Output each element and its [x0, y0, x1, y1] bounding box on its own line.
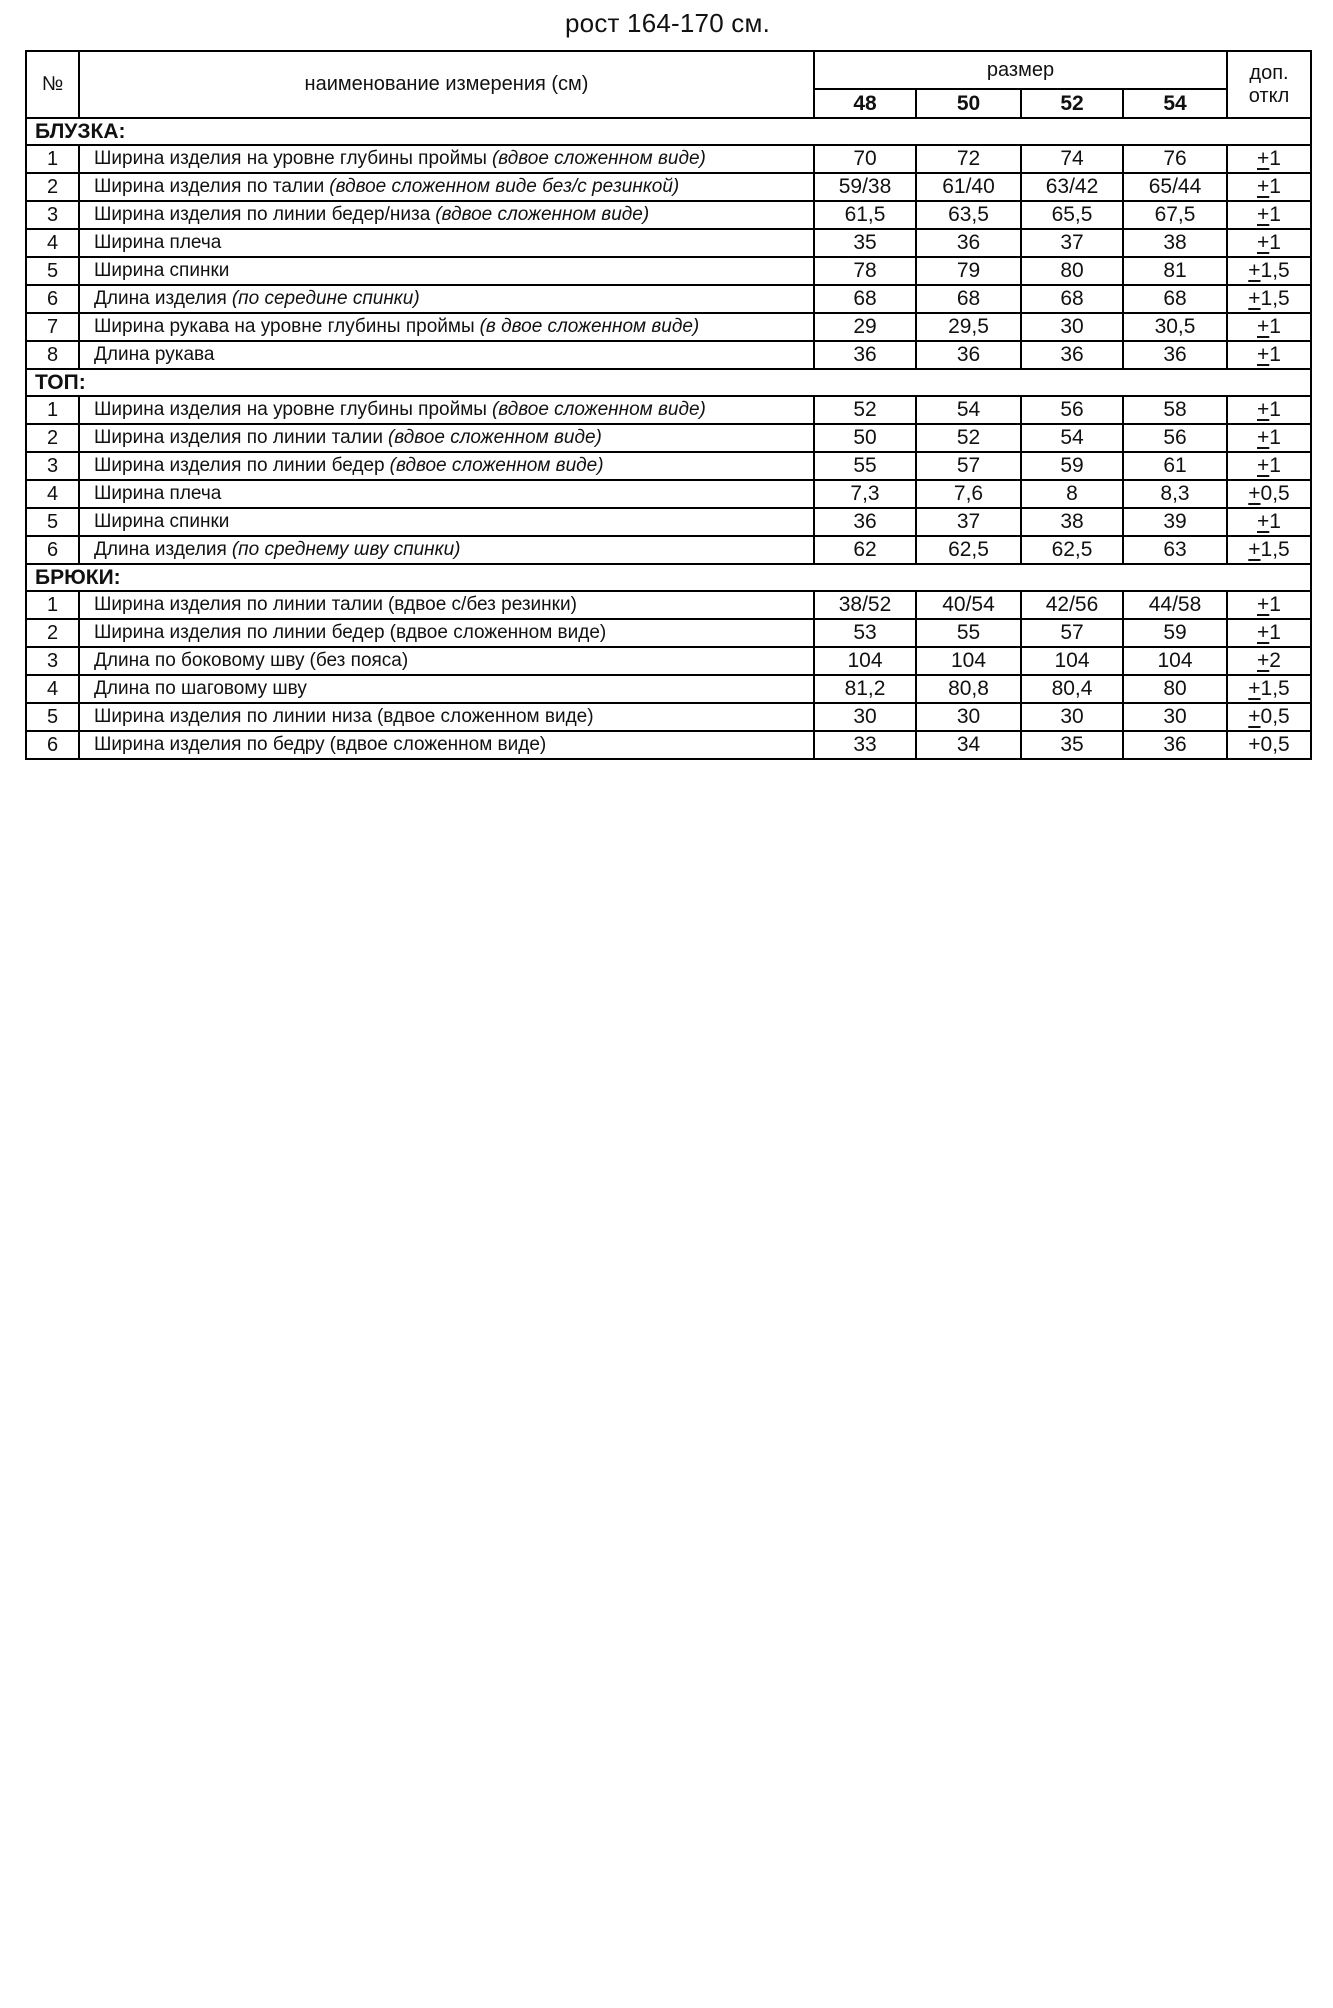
measurement-row	[26, 452, 1311, 480]
size-value-cell: 54	[916, 396, 1021, 424]
section-title: БЛУЗКА:	[26, 118, 1311, 145]
measurement-name: Длина изделия	[94, 539, 227, 560]
tolerance-value: 1	[1269, 147, 1281, 170]
tolerance-cell	[1227, 731, 1311, 759]
measurement-name: Ширина изделия по линии низа	[94, 706, 372, 727]
tolerance-sign: +	[1248, 482, 1261, 505]
tolerance-cell	[1227, 424, 1311, 452]
measurement-name-cell	[79, 285, 814, 313]
tolerance-sign: +	[1257, 398, 1270, 421]
tolerance-value: 1	[1269, 203, 1281, 226]
tolerance-cell	[1227, 508, 1311, 536]
row-number: 8	[26, 341, 79, 369]
measurement-name: Ширина изделия по линии бедер	[94, 455, 385, 476]
size-value-cell: 7,6	[916, 480, 1021, 508]
tolerance-sign: +	[1248, 677, 1261, 700]
tolerance-value: 0,5	[1260, 705, 1290, 728]
tolerance-sign: +	[1248, 538, 1261, 561]
size-table	[25, 50, 1312, 760]
measurement-name: Ширина изделия по линии талии	[94, 594, 383, 615]
section-header-row	[26, 118, 1311, 145]
measurement-name-cell	[79, 508, 814, 536]
size-value-cell: 53	[814, 619, 916, 647]
row-number: 1	[26, 591, 79, 619]
measurement-row	[26, 619, 1311, 647]
tolerance-cell	[1227, 703, 1311, 731]
size-value-cell: 30	[1021, 703, 1123, 731]
size-value-cell: 38	[1123, 229, 1227, 257]
size-value-cell: 78	[814, 257, 916, 285]
measurement-name-cell	[79, 313, 814, 341]
size-value-cell: 62,5	[916, 536, 1021, 564]
size-value-cell: 54	[1021, 424, 1123, 452]
measurement-row	[26, 285, 1311, 313]
measurement-note: (вдвое с/без резинки)	[387, 594, 577, 615]
size-value-cell: 58	[1123, 396, 1227, 424]
measurement-row	[26, 480, 1311, 508]
size-value-cell: 52	[916, 424, 1021, 452]
measurement-name-cell	[79, 145, 814, 173]
row-number: 6	[26, 731, 79, 759]
size-value-cell: 7,3	[814, 480, 916, 508]
size-value-cell: 33	[814, 731, 916, 759]
page-title: рост 164-170 см.	[565, 8, 770, 38]
measurement-note: (вдвое сложенном виде)	[389, 455, 604, 476]
tolerance-sign: +	[1257, 203, 1270, 226]
tolerance-sign: +	[1257, 593, 1270, 616]
tolerance-sign: +	[1248, 733, 1261, 756]
size-value-cell: 30	[1123, 703, 1227, 731]
size-value-cell: 52	[814, 396, 916, 424]
size-value-cell: 29,5	[916, 313, 1021, 341]
measurement-note: (вдвое сложенном виде)	[376, 706, 594, 727]
size-value-cell: 80	[1021, 257, 1123, 285]
section-title: ТОП:	[26, 369, 1311, 396]
measurement-name-cell	[79, 396, 814, 424]
tolerance-sign: +	[1257, 231, 1270, 254]
size-value-cell: 36	[814, 508, 916, 536]
row-number: 5	[26, 703, 79, 731]
size-value-cell: 68	[1123, 285, 1227, 313]
table-body	[26, 118, 1311, 759]
measurement-name-cell	[79, 229, 814, 257]
section-title: БРЮКИ:	[26, 564, 1311, 591]
measurement-row	[26, 201, 1311, 229]
measurement-name: Ширина изделия по талии	[94, 176, 325, 197]
row-number: 6	[26, 536, 79, 564]
measurement-name: Ширина плеча	[94, 483, 222, 504]
size-value-cell: 81	[1123, 257, 1227, 285]
size-value-cell: 55	[916, 619, 1021, 647]
row-number: 1	[26, 145, 79, 173]
size-value-cell: 30	[916, 703, 1021, 731]
measurement-name: Длина по боковому шву	[94, 650, 305, 671]
measurement-row	[26, 591, 1311, 619]
tolerance-cell	[1227, 229, 1311, 257]
header-tolerance-line1: доп.	[1249, 61, 1289, 84]
tolerance-cell	[1227, 313, 1311, 341]
measurement-row	[26, 173, 1311, 201]
measurement-note: (по середине спинки)	[231, 288, 420, 309]
tolerance-sign: +	[1257, 454, 1270, 477]
measurement-name: Ширина плеча	[94, 232, 222, 253]
size-value-cell: 36	[1123, 341, 1227, 369]
row-number: 2	[26, 173, 79, 201]
measurement-name: Ширина изделия на уровне глубины проймы	[94, 399, 487, 420]
tolerance-value: 1,5	[1260, 287, 1290, 310]
size-value-cell: 30	[1021, 313, 1123, 341]
size-value-cell: 80	[1123, 675, 1227, 703]
header-number: №	[26, 51, 79, 118]
header-measurement-name: наименование измерения (см)	[79, 51, 814, 118]
measurement-row	[26, 675, 1311, 703]
size-value-cell: 63/42	[1021, 173, 1123, 201]
size-value-cell: 57	[1021, 619, 1123, 647]
size-value-cell: 104	[1123, 647, 1227, 675]
row-number: 5	[26, 257, 79, 285]
tolerance-sign: +	[1257, 175, 1270, 198]
size-value-cell: 37	[1021, 229, 1123, 257]
tolerance-value: 0,5	[1260, 733, 1290, 756]
tolerance-value: 1,5	[1260, 538, 1290, 561]
tolerance-sign: +	[1257, 510, 1270, 533]
tolerance-value: 1	[1269, 398, 1281, 421]
row-number: 3	[26, 201, 79, 229]
size-value-cell: 104	[814, 647, 916, 675]
size-value-cell: 68	[1021, 285, 1123, 313]
measurement-name-cell	[79, 341, 814, 369]
tolerance-cell	[1227, 452, 1311, 480]
tolerance-value: 1	[1269, 426, 1281, 449]
size-value-cell: 104	[916, 647, 1021, 675]
measurement-name-cell	[79, 480, 814, 508]
row-number: 4	[26, 675, 79, 703]
measurement-note: (по среднему шву спинки)	[231, 539, 461, 560]
size-value-cell: 30,5	[1123, 313, 1227, 341]
tolerance-sign: +	[1257, 343, 1270, 366]
measurement-name-cell	[79, 703, 814, 731]
row-number: 3	[26, 452, 79, 480]
size-value-cell: 42/56	[1021, 591, 1123, 619]
size-value-cell: 79	[916, 257, 1021, 285]
measurement-row	[26, 313, 1311, 341]
size-value-cell: 8	[1021, 480, 1123, 508]
measurement-name: Длина рукава	[94, 344, 215, 365]
measurement-note: (в двое сложенном виде)	[479, 316, 700, 337]
size-value-cell: 8,3	[1123, 480, 1227, 508]
measurement-note: (вдвое сложенном виде)	[389, 622, 607, 643]
size-value-cell: 36	[916, 229, 1021, 257]
measurement-name-cell	[79, 619, 814, 647]
size-value-cell: 62	[814, 536, 916, 564]
row-number: 6	[26, 285, 79, 313]
measurement-name: Длина изделия	[94, 288, 227, 309]
measurement-row	[26, 229, 1311, 257]
size-value-cell: 56	[1123, 424, 1227, 452]
row-number: 2	[26, 619, 79, 647]
size-value-cell: 29	[814, 313, 916, 341]
row-number: 4	[26, 229, 79, 257]
size-value-cell: 80,8	[916, 675, 1021, 703]
header-tolerance	[1227, 51, 1311, 118]
tolerance-sign: +	[1257, 426, 1270, 449]
tolerance-sign: +	[1248, 705, 1261, 728]
tolerance-cell	[1227, 675, 1311, 703]
tolerance-cell	[1227, 396, 1311, 424]
size-value-cell: 36	[814, 341, 916, 369]
measurement-note: (вдвое сложенном виде)	[491, 148, 706, 169]
measurement-note: (вдвое сложенном виде без/с резинкой)	[329, 176, 680, 197]
tolerance-value: 1	[1269, 510, 1281, 533]
measurement-name: Ширина спинки	[94, 511, 230, 532]
size-value-cell: 59/38	[814, 173, 916, 201]
size-value-cell: 37	[916, 508, 1021, 536]
header-size-48: 48	[814, 89, 916, 118]
size-value-cell: 104	[1021, 647, 1123, 675]
tolerance-cell	[1227, 341, 1311, 369]
size-value-cell: 61	[1123, 452, 1227, 480]
measurement-name: Ширина изделия по линии бедер/низа	[94, 204, 431, 225]
row-number: 3	[26, 647, 79, 675]
measurement-name-cell	[79, 257, 814, 285]
measurement-name-cell	[79, 173, 814, 201]
size-value-cell: 35	[1021, 731, 1123, 759]
measurement-row	[26, 341, 1311, 369]
size-value-cell: 70	[814, 145, 916, 173]
size-value-cell: 59	[1123, 619, 1227, 647]
measurement-row	[26, 424, 1311, 452]
measurement-name-cell	[79, 731, 814, 759]
size-value-cell: 76	[1123, 145, 1227, 173]
measurement-name: Ширина спинки	[94, 260, 230, 281]
tolerance-value: 1	[1269, 315, 1281, 338]
size-value-cell: 35	[814, 229, 916, 257]
size-value-cell: 81,2	[814, 675, 916, 703]
measurement-name: Длина по шаговому шву	[94, 678, 307, 699]
row-number: 1	[26, 396, 79, 424]
size-value-cell: 80,4	[1021, 675, 1123, 703]
row-number: 7	[26, 313, 79, 341]
header-size-50: 50	[916, 89, 1021, 118]
tolerance-value: 1	[1269, 593, 1281, 616]
size-value-cell: 57	[916, 452, 1021, 480]
tolerance-sign: +	[1257, 621, 1270, 644]
tolerance-cell	[1227, 536, 1311, 564]
size-value-cell: 62,5	[1021, 536, 1123, 564]
measurement-row	[26, 647, 1311, 675]
size-value-cell: 34	[916, 731, 1021, 759]
size-value-cell: 59	[1021, 452, 1123, 480]
size-value-cell: 36	[1123, 731, 1227, 759]
measurement-row	[26, 396, 1311, 424]
tolerance-sign: +	[1248, 259, 1261, 282]
size-value-cell: 44/58	[1123, 591, 1227, 619]
size-value-cell: 72	[916, 145, 1021, 173]
measurement-row	[26, 257, 1311, 285]
measurement-name-cell	[79, 675, 814, 703]
measurement-name: Ширина рукава на уровне глубины проймы	[94, 316, 475, 337]
row-number: 5	[26, 508, 79, 536]
header-size-group: размер	[814, 51, 1227, 89]
table-header	[26, 51, 1311, 118]
size-value-cell: 65/44	[1123, 173, 1227, 201]
tolerance-cell	[1227, 285, 1311, 313]
tolerance-value: 1	[1269, 454, 1281, 477]
tolerance-value: 0,5	[1260, 482, 1290, 505]
size-value-cell: 68	[814, 285, 916, 313]
tolerance-value: 1,5	[1260, 677, 1290, 700]
header-size-52: 52	[1021, 89, 1123, 118]
size-value-cell: 74	[1021, 145, 1123, 173]
tolerance-value: 1	[1269, 621, 1281, 644]
measurement-row	[26, 536, 1311, 564]
measurement-name: Ширина изделия на уровне глубины проймы	[94, 148, 487, 169]
size-value-cell: 36	[1021, 341, 1123, 369]
size-value-cell: 61,5	[814, 201, 916, 229]
measurement-name: Ширина изделия по линии бедер	[94, 622, 385, 643]
measurement-note: (вдвое сложенном виде)	[329, 734, 547, 755]
size-value-cell: 38	[1021, 508, 1123, 536]
measurement-name: Ширина изделия по бедру	[94, 734, 325, 755]
section-header-row	[26, 369, 1311, 396]
tolerance-cell	[1227, 619, 1311, 647]
tolerance-sign: +	[1257, 315, 1270, 338]
measurement-row	[26, 731, 1311, 759]
tolerance-sign: +	[1248, 287, 1261, 310]
size-value-cell: 63	[1123, 536, 1227, 564]
size-value-cell: 63,5	[916, 201, 1021, 229]
measurement-row	[26, 145, 1311, 173]
size-value-cell: 30	[814, 703, 916, 731]
tolerance-cell	[1227, 173, 1311, 201]
measurement-row	[26, 508, 1311, 536]
size-value-cell: 61/40	[916, 173, 1021, 201]
size-value-cell: 68	[916, 285, 1021, 313]
tolerance-value: 1,5	[1260, 259, 1290, 282]
measurement-name-cell	[79, 591, 814, 619]
measurement-name: Ширина изделия по линии талии	[94, 427, 383, 448]
size-value-cell: 65,5	[1021, 201, 1123, 229]
tolerance-cell	[1227, 480, 1311, 508]
tolerance-sign: +	[1257, 649, 1270, 672]
measurement-note: (вдвое сложенном виде)	[387, 427, 602, 448]
tolerance-cell	[1227, 647, 1311, 675]
header-size-54: 54	[1123, 89, 1227, 118]
measurement-name-cell	[79, 201, 814, 229]
tolerance-cell	[1227, 201, 1311, 229]
size-value-cell: 55	[814, 452, 916, 480]
measurement-name-cell	[79, 424, 814, 452]
tolerance-value: 1	[1269, 343, 1281, 366]
tolerance-value: 1	[1269, 175, 1281, 198]
size-value-cell: 36	[916, 341, 1021, 369]
tolerance-sign: +	[1257, 147, 1270, 170]
measurement-note: (вдвое сложенном виде)	[491, 399, 706, 420]
row-number: 2	[26, 424, 79, 452]
measurement-name-cell	[79, 452, 814, 480]
measurement-note: (вдвое сложенном виде)	[435, 204, 650, 225]
size-value-cell: 56	[1021, 396, 1123, 424]
tolerance-value: 2	[1269, 649, 1281, 672]
tolerance-cell	[1227, 591, 1311, 619]
tolerance-value: 1	[1269, 231, 1281, 254]
size-value-cell: 38/52	[814, 591, 916, 619]
section-header-row	[26, 564, 1311, 591]
measurement-name-cell	[79, 647, 814, 675]
measurement-row	[26, 703, 1311, 731]
size-value-cell: 39	[1123, 508, 1227, 536]
measurement-name-cell	[79, 536, 814, 564]
header-tolerance-line2: откл	[1248, 84, 1290, 107]
size-value-cell: 50	[814, 424, 916, 452]
size-value-cell: 40/54	[916, 591, 1021, 619]
tolerance-cell	[1227, 257, 1311, 285]
size-value-cell: 67,5	[1123, 201, 1227, 229]
tolerance-cell	[1227, 145, 1311, 173]
measurement-note: (без пояса)	[309, 650, 409, 671]
row-number: 4	[26, 480, 79, 508]
